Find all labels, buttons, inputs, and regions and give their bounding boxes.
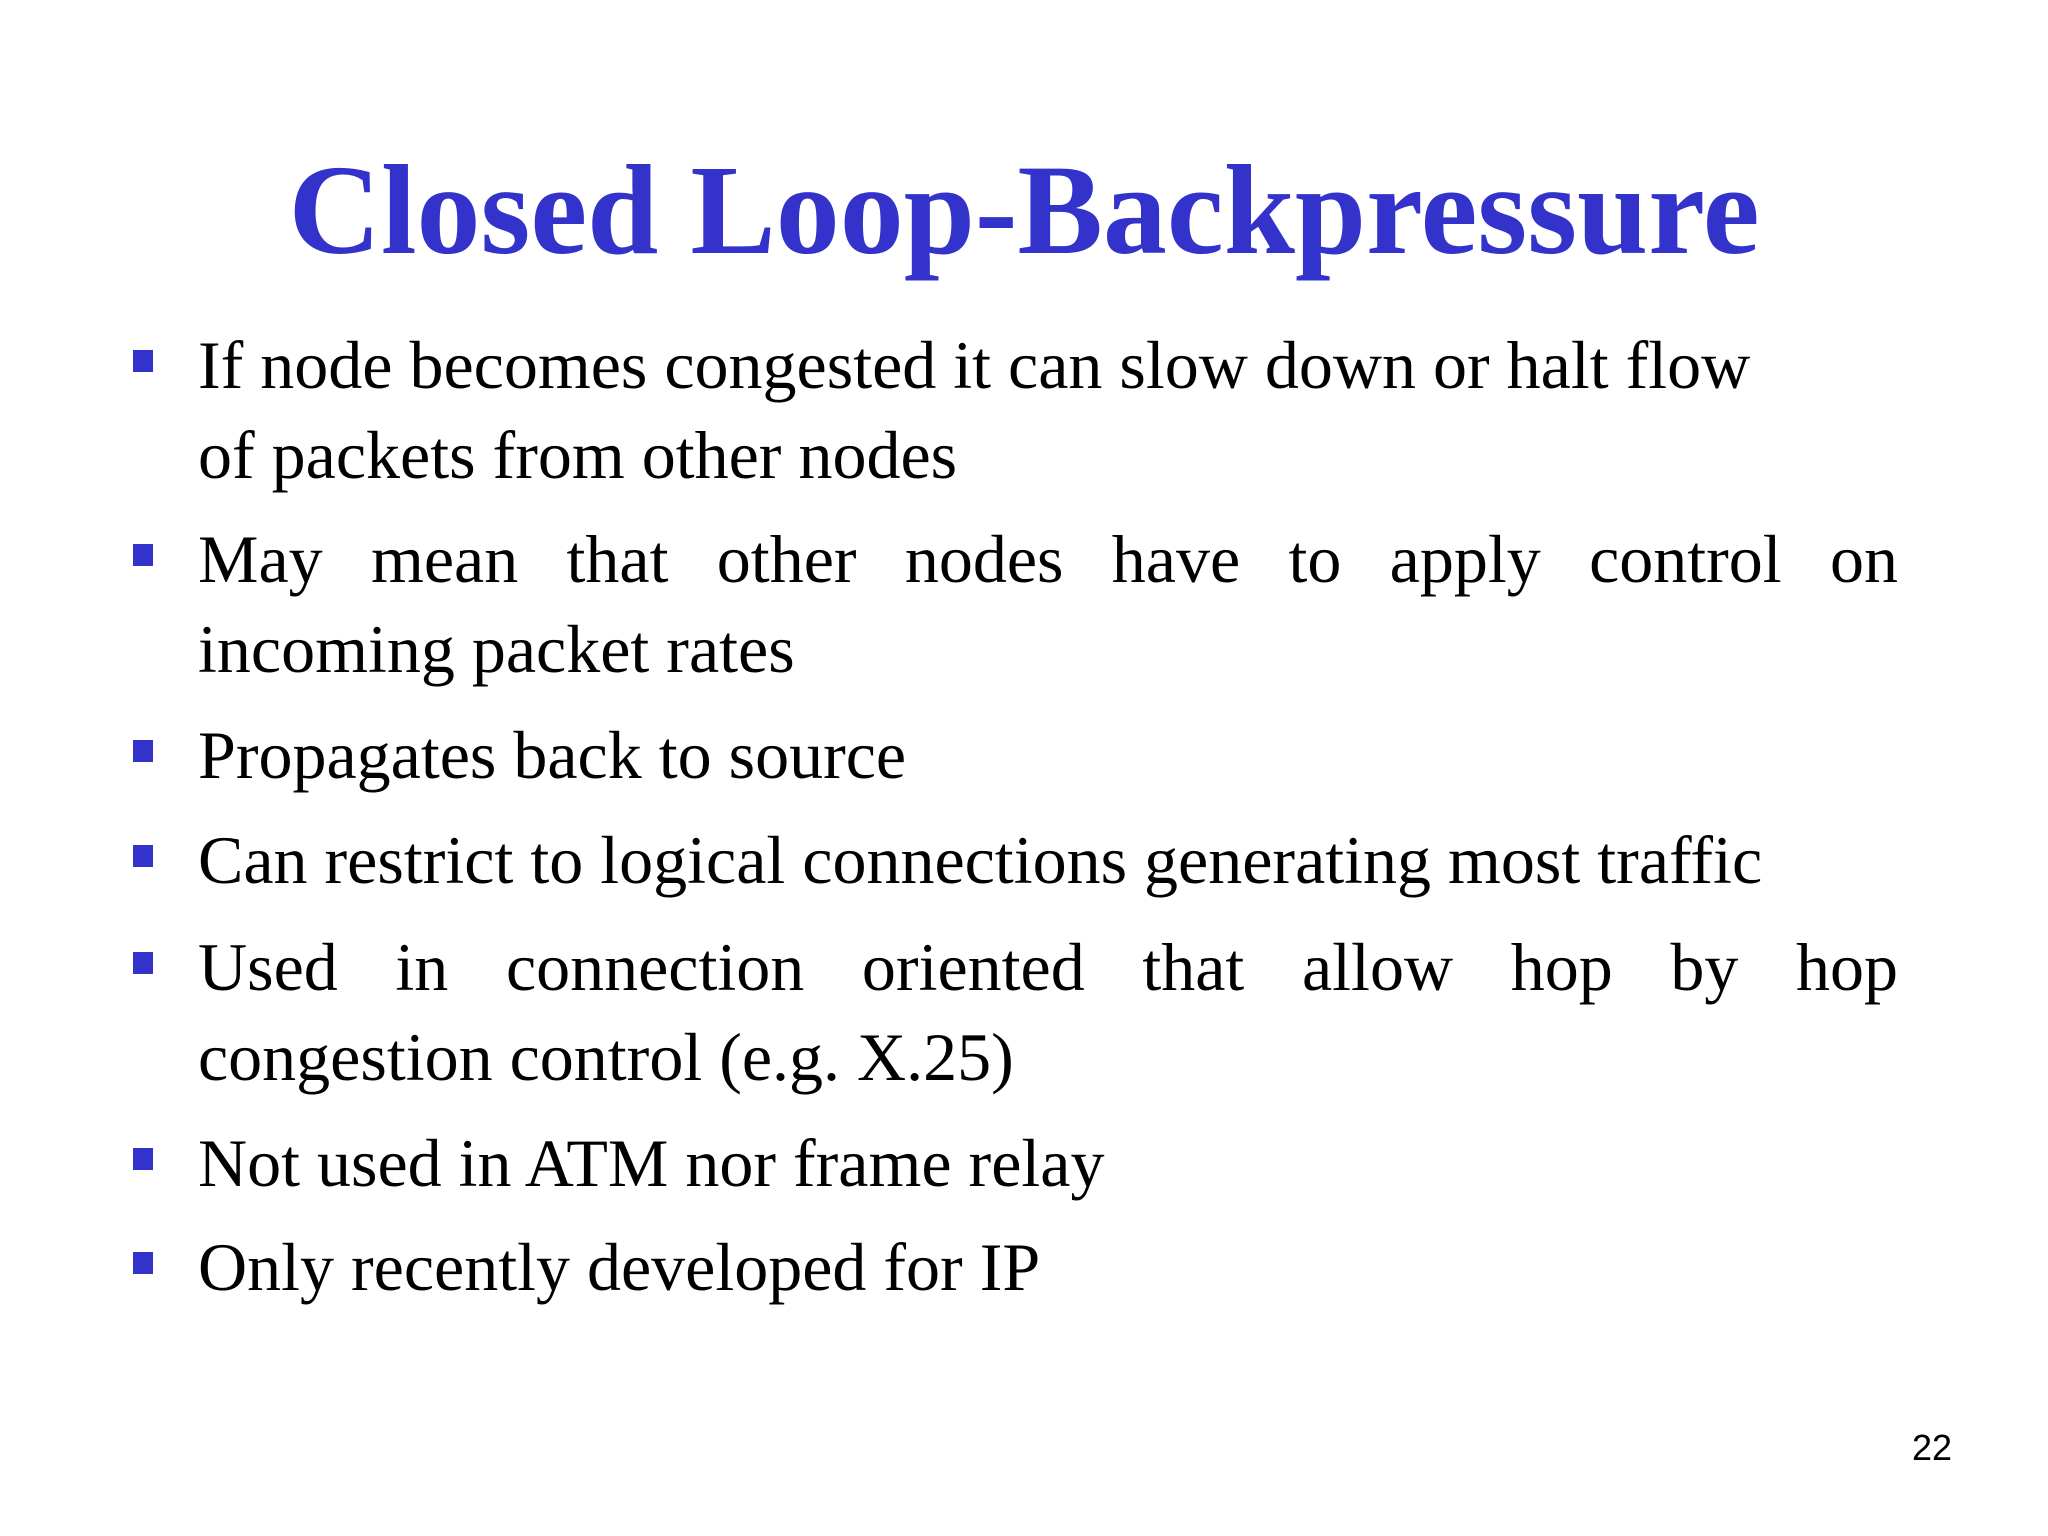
square-bullet-icon bbox=[133, 1252, 153, 1274]
bullet-line: Propagates back to source bbox=[198, 717, 907, 793]
bullet-line: Not used in ATM nor frame relay bbox=[198, 1125, 1105, 1201]
bullet-line: If node becomes congested it can slow down or halt flow bbox=[198, 327, 1751, 403]
square-bullet-icon bbox=[133, 1148, 153, 1170]
bullet-line: incoming packet rates bbox=[198, 611, 795, 687]
bullet-line: Can restrict to logical connections generating most traffic bbox=[198, 822, 1763, 898]
page-number: 22 bbox=[1911, 1427, 1952, 1468]
bullet-line: May mean that other nodes have to apply control on bbox=[198, 521, 1898, 597]
slide-title: Closed Loop-Backpressure bbox=[288, 139, 1760, 281]
bullet-line: congestion control (e.g. X.25) bbox=[198, 1019, 1014, 1095]
bullet-line: Used in connection oriented that allow hop by hop bbox=[198, 929, 1898, 1005]
square-bullet-icon bbox=[133, 845, 153, 867]
square-bullet-icon bbox=[133, 544, 153, 566]
square-bullet-icon bbox=[133, 350, 153, 372]
square-bullet-icon bbox=[133, 740, 153, 762]
square-bullet-icon bbox=[133, 952, 153, 974]
bullet-line: Only recently developed for IP bbox=[198, 1229, 1041, 1305]
bullet-line: of packets from other nodes bbox=[198, 417, 958, 493]
